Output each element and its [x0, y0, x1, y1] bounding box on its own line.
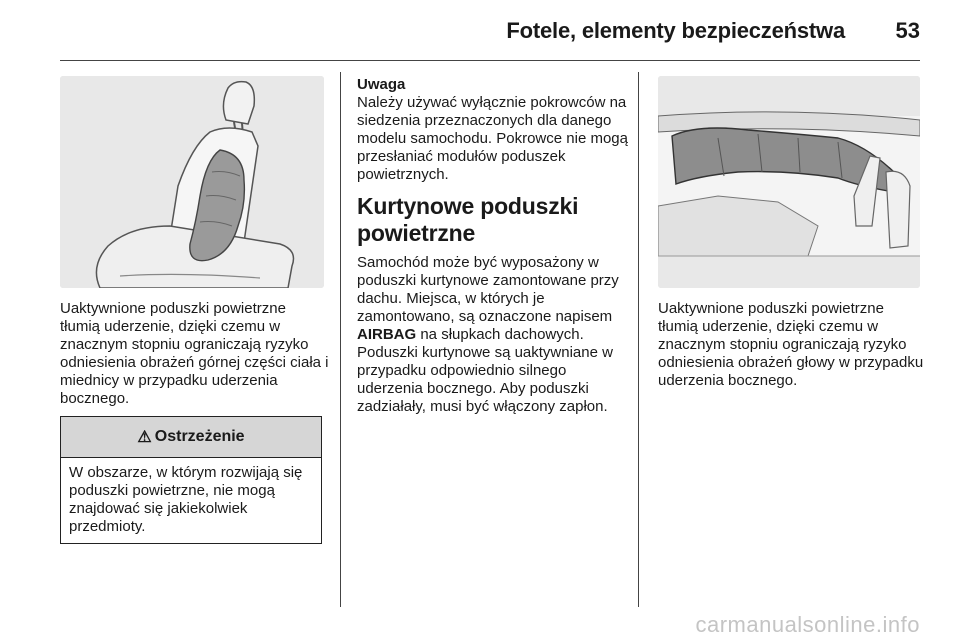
- page-number: 53: [895, 18, 920, 43]
- paragraph-1-end: na słupkach dachowych.: [420, 326, 584, 343]
- watermark: carmanualsonline.info: [695, 612, 920, 637]
- page-title: Fotele, elementy bezpieczeństwa: [506, 18, 845, 43]
- note-title: Uwaga: [357, 76, 406, 93]
- warning-title: Ostrzeżenie: [154, 428, 245, 445]
- seat-side-airbag-illustration: [60, 76, 324, 288]
- note-text: Należy używać wyłącznie pokrowców na siedzenia przeznaczonych dla danego modelu samochodu. Pokrowce nie mogą przesłaniać modułów poduszek powietrznych.: [357, 94, 628, 183]
- paragraph-2: Poduszki kurtynowe są uaktywniane w przypadku odpowiednio silnego uderzenia bocznego. Aby poduszki zadziałały, musi być włączony zapłon.: [357, 344, 613, 415]
- warning-text: W obszarze, w którym rozwijają się poduszki powietrzne, nie mogą znajdować się jakiekolwiek przedmioty.: [69, 464, 303, 535]
- paragraph-1-text: Samochód może być wyposażony w poduszki kurtynowe zamontowane przy dachu. Miejsca, w których je zamontowano, są oznaczone napisem: [357, 254, 619, 325]
- column-divider-right: [638, 72, 639, 607]
- curtain-airbag-illustration: [658, 76, 920, 288]
- left-figure-caption: [60, 300, 330, 408]
- right-caption-text: Uaktywnione poduszki powietrzne tłumią uderzenie, dzięki czemu w znacznym stopniu ograniczają ryzyko odniesienia obrażeń głowy w przypadku uderzenia bocznego.: [658, 300, 924, 389]
- airbag-label: AIRBAG: [357, 326, 417, 343]
- section-heading: Kurtynowe poduszki powietrzne: [357, 193, 579, 246]
- warning-box: [60, 416, 322, 544]
- seat-airbag-drawing: [60, 76, 324, 288]
- paragraph-1: [357, 254, 632, 344]
- warning-header: [61, 417, 321, 458]
- column-divider-left: [340, 72, 341, 607]
- curtain-airbag-drawing: [658, 76, 920, 288]
- header-divider: [60, 60, 920, 61]
- warning-triangle-icon: ⚠: [137, 429, 152, 446]
- middle-column: [357, 76, 632, 416]
- right-figure-caption: [658, 300, 928, 390]
- left-caption-text: Uaktywnione poduszki powietrzne tłumią uderzenie, dzięki czemu w znacznym stopniu ograniczają ryzyko odniesienia obrażeń górnej części ciała i miednicy w przypadku uderzenia bocznego.: [60, 300, 329, 407]
